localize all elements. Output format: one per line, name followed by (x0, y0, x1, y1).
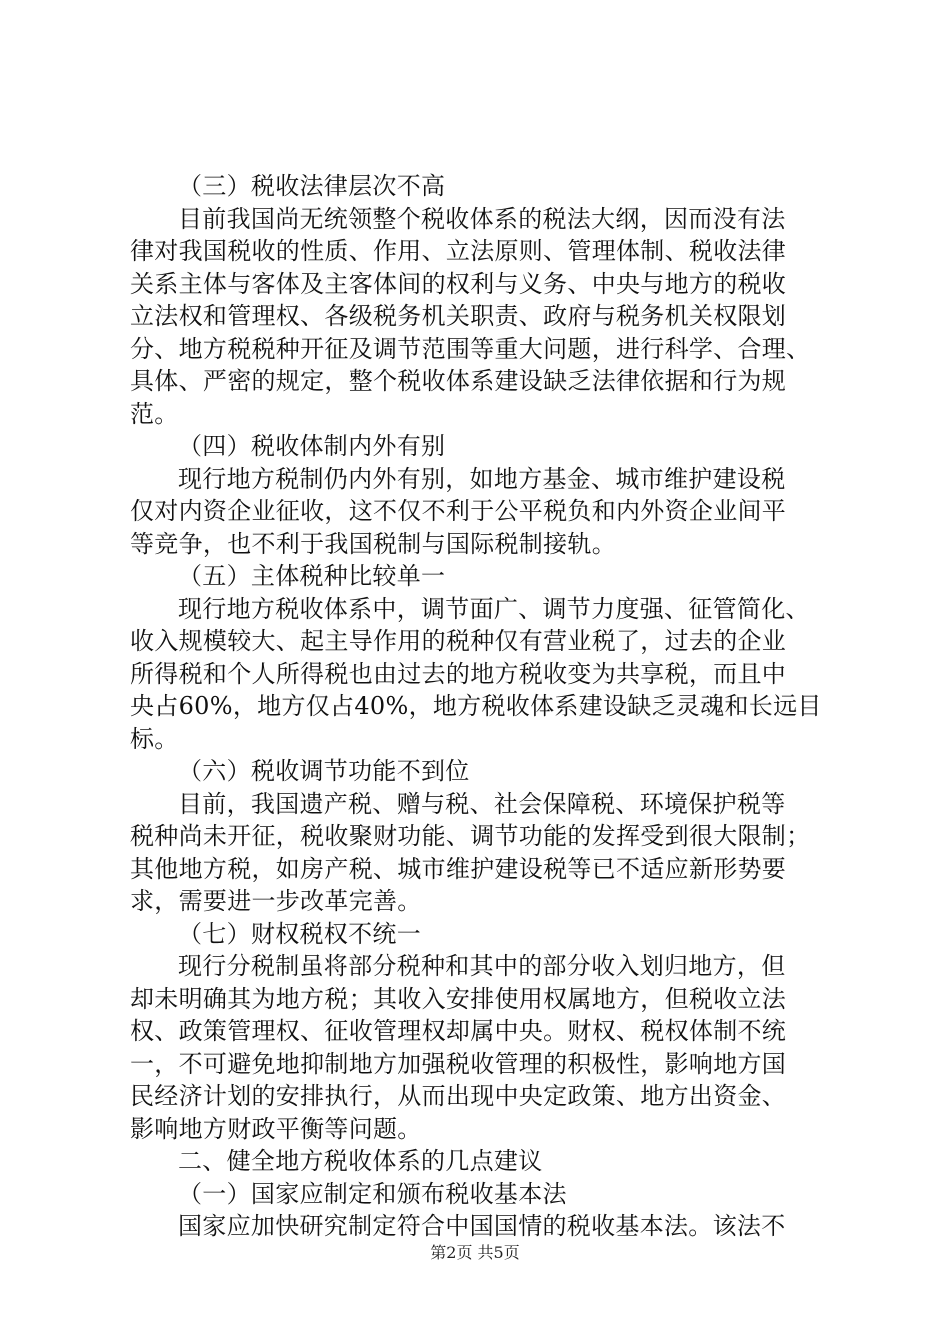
paragraph-line: 等竞争，也不利于我国税制与国际税制接轨。 (130, 529, 616, 558)
paragraph-line: 税种尚未开征，税收聚财功能、调节功能的发挥受到很大限制； (130, 822, 811, 850)
paragraph-line: 央占60%，地方仅占40%，地方税收体系建设缺乏灵魂和长远目 (130, 692, 822, 720)
section-heading: （五）主体税种比较单一 (178, 562, 446, 590)
paragraph-line: 立法权和管理权、各级税务机关职责、政府与税务机关权限划 (130, 302, 787, 330)
paragraph-line: 影响地方财政平衡等问题。 (130, 1114, 422, 1143)
page-number: 第2页 共5页 (430, 1243, 520, 1262)
page-footer (0, 1243, 950, 1263)
paragraph-line: 一，不可避免地抑制地方加强税收管理的积极性，影响地方国 (130, 1049, 787, 1078)
document-body (130, 170, 860, 1243)
section-heading: （七）财权税权不统一 (178, 919, 421, 948)
paragraph-line: 现行地方税制仍内外有别，如地方基金、城市维护建设税 (178, 464, 786, 493)
paragraph-line: 其他地方税，如房产税、城市维护建设税等已不适应新形势要 (130, 854, 787, 883)
paragraph-line: 收入规模较大、起主导作用的税种仅有营业税了，过去的企业 (130, 627, 787, 655)
paragraph-line: 关系主体与客体及主客体间的权利与义务、中央与地方的税收 (130, 269, 787, 298)
section-heading: （一）国家应制定和颁布税收基本法 (178, 1179, 567, 1208)
paragraph-line: 现行分税制虽将部分税种和其中的部分收入划归地方，但 (178, 952, 786, 980)
paragraph-line: 范。 (130, 399, 179, 428)
paragraph-line: 所得税和个人所得税也由过去的地方税收变为共享税，而且中 (130, 659, 787, 688)
paragraph-line: 目前我国尚无统领整个税收体系的税法大纲，因而没有法 (178, 204, 786, 233)
section-heading: （六）税收调节功能不到位 (178, 757, 470, 785)
section-heading: （三）税收法律层次不高 (178, 172, 446, 200)
paragraph-line: 求，需要进一步改革完善。 (130, 887, 422, 915)
paragraph-line: 目前，我国遗产税、赠与税、社会保障税、环境保护税等 (178, 789, 786, 818)
paragraph-line: 却未明确其为地方税；其收入安排使用权属地方，但税收立法 (130, 984, 787, 1013)
paragraph-line: 仅对内资企业征收，这不仅不利于公平税负和内外资企业间平 (130, 497, 787, 525)
paragraph-line: 现行地方税收体系中，调节面广、调节力度强、征管简化、 (178, 594, 810, 623)
paragraph-line: 权、政策管理权、征收管理权却属中央。财权、税权体制不统 (130, 1017, 787, 1045)
section-heading: 二、健全地方税收体系的几点建议 (178, 1147, 543, 1175)
paragraph-line: 民经济计划的安排执行，从而出现中央定政策、地方出资金、 (130, 1082, 787, 1110)
paragraph-line: 分、地方税税种开征及调节范围等重大问题，进行科学、合理、 (130, 334, 811, 363)
paragraph-line: 标。 (130, 724, 179, 753)
paragraph-line: 律对我国税收的性质、作用、立法原则、管理体制、税收法律 (130, 237, 787, 265)
paragraph-line: 具体、严密的规定，整个税收体系建设缺乏法律依据和行为规 (130, 367, 787, 395)
section-heading: （四）税收体制内外有别 (178, 432, 446, 460)
paragraph-line: 国家应加快研究制定符合中国国情的税收基本法。该法不 (178, 1212, 786, 1240)
